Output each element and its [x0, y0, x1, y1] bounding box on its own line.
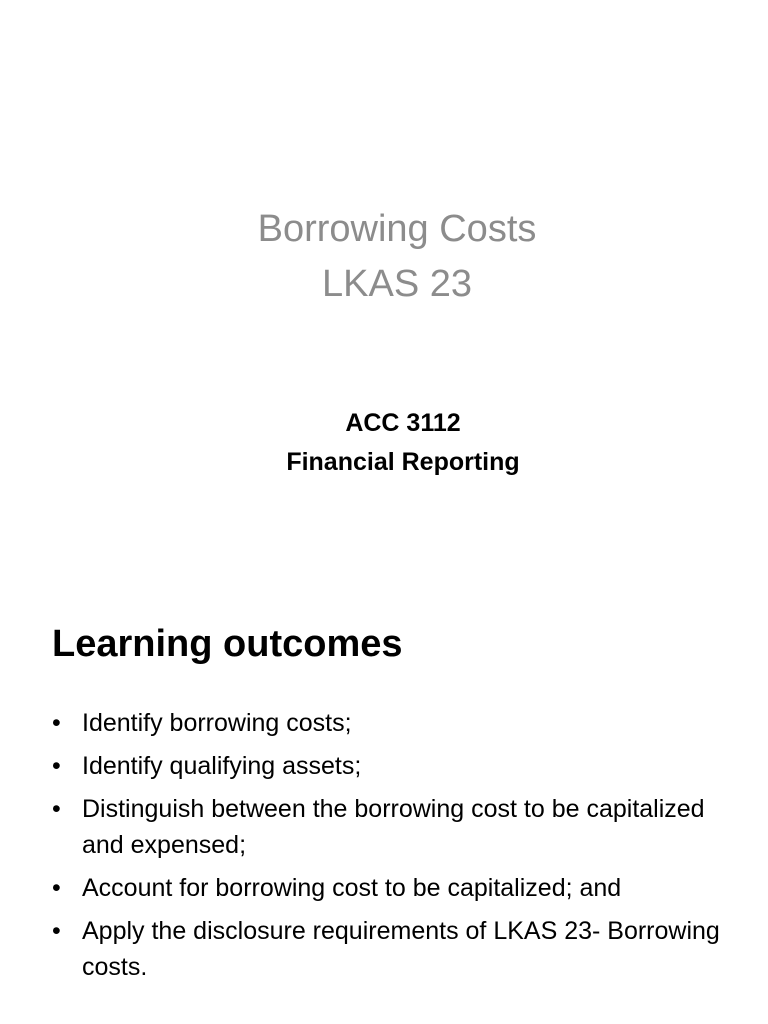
title-line-2: LKAS 23: [322, 263, 472, 305]
bullet-icon: •: [52, 795, 61, 823]
course-name: Financial Reporting: [286, 448, 520, 476]
list-item-text: Identify qualifying assets;: [82, 752, 362, 780]
bullet-icon: •: [52, 752, 61, 780]
outcomes-slide: [0, 577, 768, 1024]
list-item: [52, 705, 732, 741]
list-item-text: Identify borrowing costs;: [82, 709, 352, 737]
bullet-icon: •: [52, 917, 61, 945]
outcomes-list: [52, 705, 732, 992]
list-item: [52, 870, 732, 906]
bullet-icon: •: [52, 874, 61, 902]
title-line-1: Borrowing Costs: [257, 208, 537, 250]
course-code: ACC 3112: [345, 409, 461, 437]
list-item-text: Apply the disclosure requirements of LKAS 23- Borrowing costs.: [82, 917, 720, 981]
list-item: [52, 913, 732, 985]
slide-title: [0, 202, 768, 312]
bullet-icon: •: [52, 709, 61, 737]
list-item: [52, 791, 732, 863]
outcomes-heading: Learning outcomes: [52, 623, 403, 665]
list-item-text: Distinguish between the borrowing cost to be capitalized and expensed;: [82, 795, 705, 859]
list-item-text: Account for borrowing cost to be capitalized; and: [82, 874, 622, 902]
slide-subtitle: [0, 404, 768, 482]
list-item: [52, 748, 732, 784]
